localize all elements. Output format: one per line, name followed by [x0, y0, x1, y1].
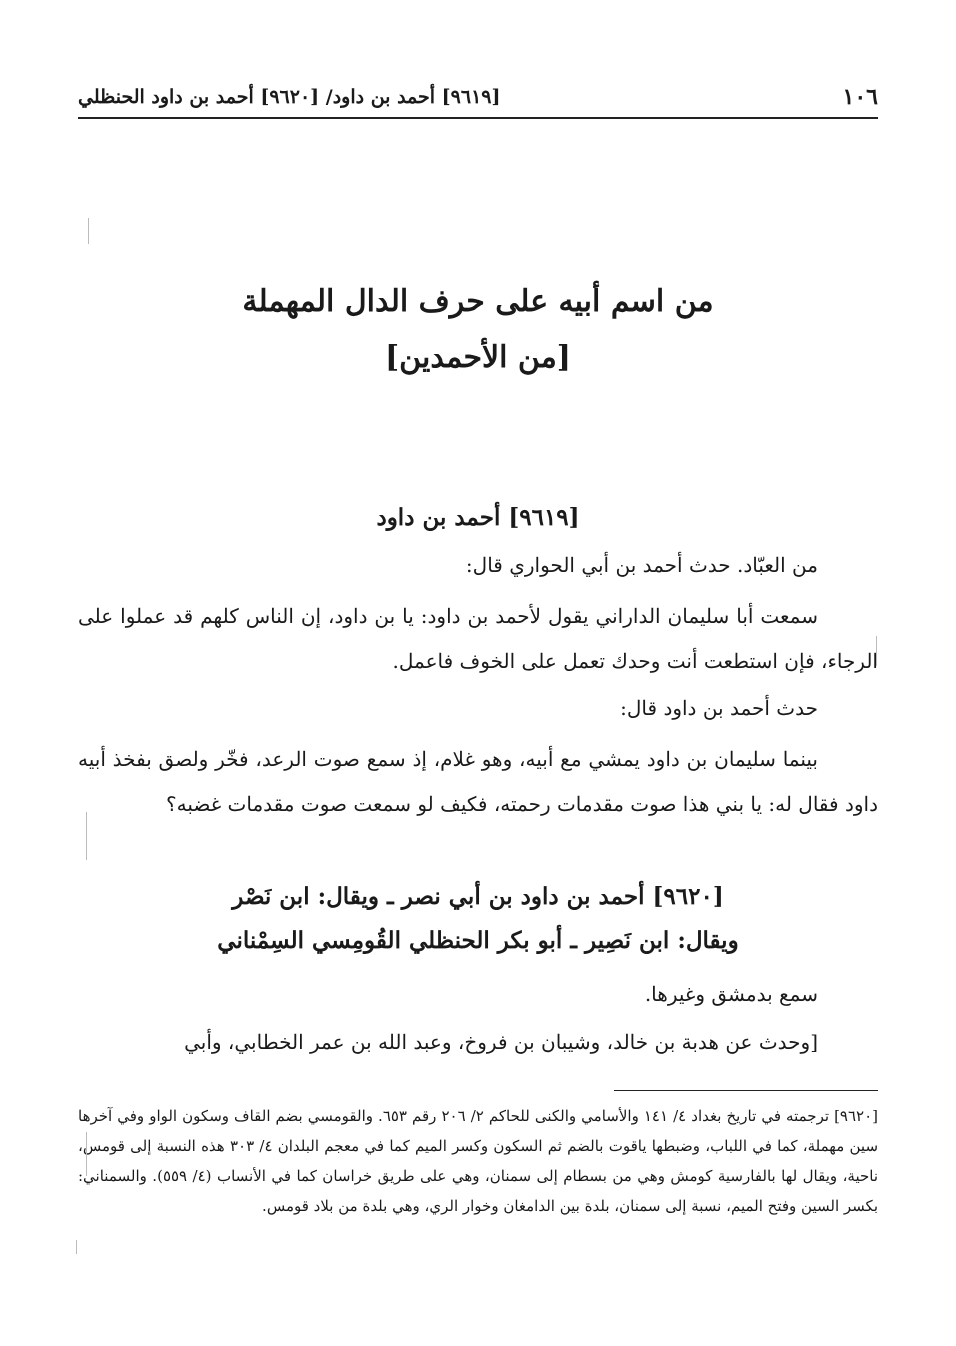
scan-mark	[88, 218, 89, 244]
scan-mark	[86, 812, 87, 860]
entry-9619-para-1: من العبّاد. حدث أحمد بن أبي الحواري قال:	[465, 553, 818, 577]
entry-9620-para-2: [وحدث عن هدبة بن خالد، وشيبان بن فروخ، وعبد الله بن عمر الخطابي، وأبي	[184, 1030, 818, 1054]
chapter-title: من اسم أبيه على حرف الدال المهملة	[242, 284, 714, 319]
entry-9620-title-line-2: ويقال: ابن نَصِير ـ أبو بكر الحنظلي القُومِسي السِمْناني	[217, 927, 739, 954]
entry-9620-title-line-1: [٩٦٢٠] أحمد بن داود بن أبي نصر ـ ويقال: ابن نَصْر	[232, 883, 724, 910]
scan-mark	[876, 636, 877, 666]
entry-9619-para-3: حدث أحمد بن داود قال:	[620, 696, 818, 720]
scan-mark	[76, 1240, 77, 1254]
entry-9620-heading	[100, 875, 856, 963]
entry-9620-para-1: سمع بدمشق وغيرها.	[644, 982, 818, 1006]
header-rule	[78, 117, 878, 119]
footnote-rule	[614, 1090, 878, 1091]
footnote: [٩٦٢٠] ترجمته في تاريخ بغداد ٤/ ١٤١ والأسامي والكنى للحاكم ٢/ ٢٠٦ رقم ٦٥٣. والقومسي بضم القاف وسكون الواو وفي آخرها سين مهملة، كما في اللباب، وضبطها ياقوت بالضم ثم السكون وكسر الميم كما في معجم البلدان ٤/ ٣٠٣ هذه النسبة إلى قومس، ناحية، ويقال لها بالفارسية كومش وهي من بسطام إلى سمنان، وهي على طريق خراسان كما في الأنساب (٤/ ٥٥٩). والسمناني: بكسر السين وفتح الميم، نسبة إلى سمنان، بلدة بين الدامغان وخوار الري، وهي بلدة من بلاد قومس.	[78, 1107, 879, 1215]
running-title: [٩٦١٩] أحمد بن داود/ [٩٦٢٠] أحمد بن داود الحنظلي	[78, 86, 501, 108]
running-header	[78, 84, 878, 114]
scan-mark	[86, 1132, 87, 1176]
entry-9619-title: [٩٦١٩] أحمد بن داود	[376, 504, 580, 531]
entry-9619-para-2: سمعت أبا سليمان الداراني يقول لأحمد بن داود: يا بن داود، إن الناس كلهم قد عملوا على الرجاء، فإن استطعت أنت وحدك تعمل على الخوف فاعمل.	[78, 604, 878, 673]
entry-9619-para-4: بينما سليمان بن داود يمشي مع أبيه، وهو غلام، إذ سمع صوت الرعد، فخّر ولصق بفخذ أبيه داود فقال له: يا بني هذا صوت مقدمات رحمته، فكيف لو سمعت صوت مقدمات غضبه؟	[78, 747, 878, 816]
page-number: ١٠٦	[842, 84, 878, 110]
entry-9619-heading	[100, 496, 856, 540]
chapter-heading	[100, 274, 856, 386]
chapter-subtitle: [من الأحمدين]	[384, 340, 571, 375]
